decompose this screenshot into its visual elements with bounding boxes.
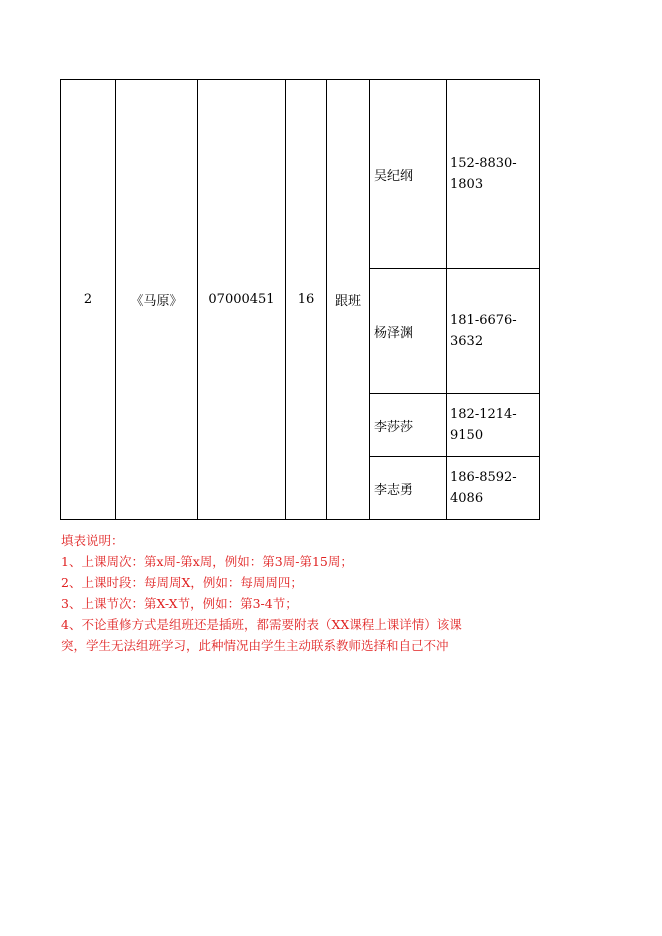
phone-line-2: 1803 bbox=[450, 177, 484, 192]
phone-line-2: 3632 bbox=[450, 334, 484, 349]
phone-line-2: 9150 bbox=[450, 428, 484, 443]
teacher-name-cell: 杨泽渊 bbox=[370, 269, 447, 394]
phone-line-1: 152-8830- bbox=[450, 156, 517, 171]
instruction-item: 3、上课节次：第X-X节，例如：第3-4节； bbox=[61, 596, 298, 611]
teacher-name-cell: 李志勇 bbox=[370, 457, 447, 520]
phone-line-1: 186-8592- bbox=[450, 470, 517, 485]
table-row bbox=[61, 80, 540, 269]
instructions-title: 填表说明： bbox=[61, 533, 124, 548]
instruction-item: 2、上课时段：每周周X，例如：每周周四； bbox=[61, 575, 303, 590]
instruction-item: 4、不论重修方式是组班还是插班，都需要附表（XX课程上课详情）该课 bbox=[61, 617, 462, 632]
instruction-item: 突，学生无法组班学习，此种情况由学生主动联系教师选择和自己不冲 bbox=[61, 638, 449, 653]
teacher-phone-cell bbox=[447, 457, 540, 520]
course-table-region bbox=[60, 79, 540, 520]
course-table bbox=[60, 79, 540, 520]
teacher-phone-cell bbox=[447, 394, 540, 457]
teacher-name-cell: 吴纪纲 bbox=[370, 80, 447, 269]
phone-line-2: 4086 bbox=[450, 491, 484, 506]
teacher-name-cell: 李莎莎 bbox=[370, 394, 447, 457]
course-name-cell: 《马原》 bbox=[116, 80, 198, 520]
course-code-cell: 07000451 bbox=[198, 80, 286, 520]
form-instructions bbox=[61, 530, 541, 656]
index-cell: 2 bbox=[61, 80, 116, 520]
hours-cell: 16 bbox=[286, 80, 327, 520]
method-cell: 跟班 bbox=[327, 80, 370, 520]
phone-line-1: 182-1214- bbox=[450, 407, 517, 422]
phone-line-1: 181-6676- bbox=[450, 313, 517, 328]
instruction-item: 1、上课周次：第x周-第x周，例如：第3周-第15周； bbox=[61, 554, 353, 569]
teacher-phone-cell bbox=[447, 80, 540, 269]
teacher-phone-cell bbox=[447, 269, 540, 394]
